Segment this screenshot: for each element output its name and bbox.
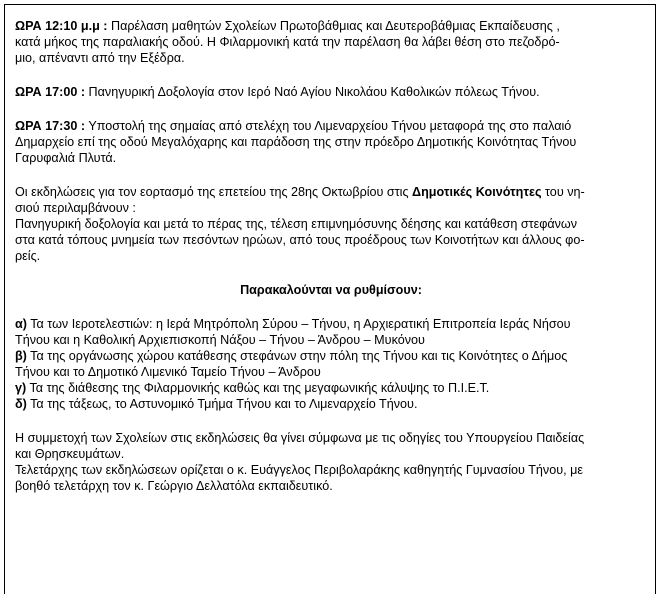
document-frame bbox=[4, 4, 656, 594]
schedule-1210-line3: μιο, απέναντι από την Εξέδρα. bbox=[15, 51, 185, 65]
time-label: ΩΡΑ 12:10 μ.μ : bbox=[15, 19, 108, 33]
schedule-text: Πανηγυρική Δοξολογία στον Ιερό Ναό Αγίου Νικολάου Καθολικών πόλεως Τήνου. bbox=[85, 85, 540, 99]
item-text: Τα των Ιεροτελεστιών: η Ιερά Μητρόπολη Σύρου – Τήνου, η Αρχιερατική Επιτροπεία Ιεράς Νήσου bbox=[26, 317, 571, 331]
communities-paragraph bbox=[15, 184, 647, 200]
item-b bbox=[15, 348, 647, 364]
item-label: β) bbox=[15, 349, 27, 363]
text: Οι εκδηλώσεις για τον εορτασμό της επετείου της 28ης Οκτωβρίου στις bbox=[15, 185, 413, 199]
schedule-text: Υποστολή της σημαίας από στελέχη του Λιμεναρχείου Τήνου μεταφορά της στο παλαιό bbox=[85, 119, 572, 133]
communities-line5: ρείς. bbox=[15, 249, 41, 263]
document-content bbox=[15, 18, 647, 494]
item-c bbox=[15, 380, 647, 396]
heading-text: Παρακαλούνται να ρυθμίσουν: bbox=[240, 283, 422, 297]
master-line1: Τελετάρχης των εκδηλώσεων ορίζεται ο κ. Ευάγγελος Περιβολαράκης καθηγητής Γυμνασίου Τήνου, με bbox=[15, 463, 583, 477]
time-label: ΩΡΑ 17:30 : bbox=[15, 119, 86, 133]
communities-line2: σιού περιλαμβάνουν : bbox=[15, 201, 136, 215]
item-text: Τα της τάξεως, το Αστυνομικό Τμήμα Τήνου και το Λιμεναρχείο Τήνου. bbox=[26, 397, 418, 411]
schools-line2: και Θρησκευμάτων. bbox=[15, 447, 125, 461]
item-b-line2: Τήνου και το Δημοτικό Λιμενικό Ταμείο Τήνου – Άνδρου bbox=[15, 365, 321, 379]
schedule-text: Παρέλαση μαθητών Σχολείων Πρωτοβάθμιας και Δευτεροβάθμιας Εκπαίδευσης , bbox=[107, 19, 560, 33]
bold-text: Δημοτικές Κοινότητες bbox=[412, 185, 542, 199]
communities-line3: Πανηγυρική δοξολογία και μετά το πέρας της, τέλεση επιμνημόσυνης δέησης και κατάθεση στεφάνων bbox=[15, 217, 578, 231]
schedule-1700 bbox=[15, 84, 647, 100]
item-label: α) bbox=[15, 317, 27, 331]
schools-line1: Η συμμετοχή των Σχολείων στις εκδηλώσεις θα γίνει σύμφωνα με τις οδηγίες του Υπουργείου Παιδείας bbox=[15, 431, 585, 445]
master-line2: βοηθό τελετάρχη τον κ. Γεώργιο Δελλατόλα εκπαιδευτικό. bbox=[15, 479, 333, 493]
item-label: δ) bbox=[15, 397, 27, 411]
schedule-1210-line2: κατά μήκος της παραλιακής οδού. Η Φιλαρμονική κατά την παρέλαση θα λάβει θέση στο πεζοδρό- bbox=[15, 35, 560, 49]
item-text: Τα της διάθεσης της Φιλαρμονικής καθώς και της μεγαφωνικής κάλυψης το Π.Ι.Ε.Τ. bbox=[26, 381, 490, 395]
section-heading bbox=[15, 282, 647, 298]
text: του νη- bbox=[541, 185, 585, 199]
item-label: γ) bbox=[15, 381, 27, 395]
item-a bbox=[15, 316, 647, 332]
item-text: Τα της οργάνωσης χώρου κατάθεσης στεφάνων στην πόλη της Τήνου και τις Κοινότητες ο Δήμος bbox=[26, 349, 568, 363]
schedule-1730-line3: Γαρυφαλιά Πλυτά. bbox=[15, 151, 117, 165]
schedule-1210 bbox=[15, 18, 647, 34]
schedule-1730-line2: Δημαρχείο επί της οδού Μεγαλόχαρης και παράδοση της στην πρόεδρο Δημοτικής Κοινότητας Τήνου bbox=[15, 135, 577, 149]
time-label: ΩΡΑ 17:00 : bbox=[15, 85, 86, 99]
item-d bbox=[15, 396, 647, 412]
item-a-line2: Τήνου και η Καθολική Αρχιεπισκοπή Νάξου – Τήνου – Άνδρου – Μυκόνου bbox=[15, 333, 425, 347]
schedule-1730 bbox=[15, 118, 647, 134]
communities-line4: στα κατά τόπους μνημεία των πεσόντων ηρώων, από τους προέδρους των Κοινοτήτων και άλλους φο- bbox=[15, 233, 585, 247]
